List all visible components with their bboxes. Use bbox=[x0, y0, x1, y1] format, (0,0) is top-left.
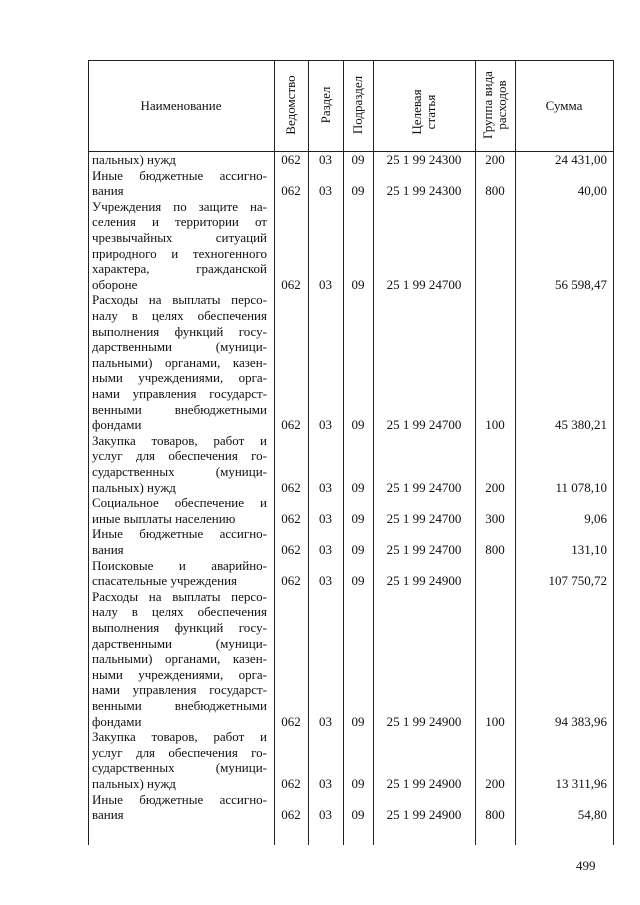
row-razdel: 03 bbox=[319, 479, 332, 495]
row-name-line: фондами bbox=[92, 713, 142, 729]
row-celevaya-statya: 25 1 99 24900 bbox=[386, 807, 462, 823]
row-razdel: 03 bbox=[319, 510, 332, 526]
row-razdel: 03 bbox=[319, 776, 332, 791]
row-name-line: характера, гражданской bbox=[92, 261, 267, 277]
row-celevaya-statya: 25 1 99 24700 bbox=[386, 510, 462, 526]
row-name-line: Закупка товаров, работ и bbox=[92, 432, 267, 448]
row-name bbox=[92, 589, 267, 729]
row-celevaya-statya: 25 1 99 24900 bbox=[386, 776, 462, 791]
row-name-line: селения и территории от bbox=[92, 214, 267, 230]
row-summa: 54,80 bbox=[577, 807, 607, 823]
row-vedomstvo: 062 bbox=[281, 510, 301, 526]
row-name-line: пальными) органами, казен- bbox=[92, 651, 267, 667]
row-name-line: Иные бюджетные ассигно- bbox=[92, 791, 267, 807]
row-podrazdel: 09 bbox=[351, 807, 365, 823]
row-gruppa: 200 bbox=[485, 776, 505, 791]
header-celevaya-line2: статья bbox=[423, 94, 438, 130]
row-name bbox=[92, 495, 267, 526]
row-summa: 94 383,96 bbox=[555, 713, 607, 729]
row-razdel: 03 bbox=[319, 542, 332, 557]
row-gruppa: 800 bbox=[485, 183, 505, 199]
row-name bbox=[92, 729, 267, 791]
row-summa: 131,10 bbox=[571, 542, 607, 557]
row-name-line: пальными) органами, казен- bbox=[92, 354, 267, 370]
table-right-border bbox=[613, 60, 614, 845]
header-summa: Сумма bbox=[545, 98, 583, 113]
row-vedomstvo: 062 bbox=[281, 152, 301, 167]
row-name bbox=[92, 558, 267, 589]
row-celevaya-statya: 25 1 99 24300 bbox=[386, 152, 462, 167]
row-razdel: 03 bbox=[319, 417, 332, 433]
row-name-line: пальных) нужд bbox=[92, 775, 176, 791]
row-name-line: венными внебюджетными bbox=[92, 697, 267, 713]
row-podrazdel: 09 bbox=[351, 573, 365, 589]
row-name bbox=[92, 292, 267, 432]
table-left-border bbox=[88, 60, 89, 845]
row-podrazdel: 09 bbox=[351, 183, 365, 199]
row-podrazdel: 09 bbox=[351, 776, 365, 791]
row-name-line: Закупка товаров, работ и bbox=[92, 729, 267, 745]
row-name-line: ными учреждениями, орга- bbox=[92, 370, 267, 386]
row-razdel: 03 bbox=[319, 276, 332, 292]
row-summa: 45 380,21 bbox=[555, 417, 607, 433]
row-vedomstvo: 062 bbox=[281, 417, 301, 433]
row-name-line: Иные бюджетные ассигно- bbox=[92, 167, 267, 183]
row-name-line: ными учреждениями, орга- bbox=[92, 666, 267, 682]
row-podrazdel: 09 bbox=[351, 276, 365, 292]
row-name-line: вания bbox=[92, 541, 124, 557]
row-name-line: Учреждения по защите на- bbox=[92, 198, 267, 214]
header-celevaya-statya bbox=[410, 72, 438, 152]
row-celevaya-statya: 25 1 99 24700 bbox=[386, 479, 462, 495]
row-gruppa: 200 bbox=[485, 152, 505, 167]
row-name-line: спасательные учреждения bbox=[92, 573, 238, 589]
row-podrazdel: 09 bbox=[351, 417, 365, 433]
row-name bbox=[92, 792, 267, 823]
row-vedomstvo: 062 bbox=[281, 479, 301, 495]
page-number: 499 bbox=[576, 858, 596, 873]
row-name-line: дарственными (муници- bbox=[92, 635, 267, 651]
row-name-line: выполнения функций госу- bbox=[92, 619, 267, 635]
row-podrazdel: 09 bbox=[351, 479, 365, 495]
row-celevaya-statya: 25 1 99 24900 bbox=[386, 573, 462, 589]
row-name bbox=[92, 433, 267, 495]
row-summa: 11 078,10 bbox=[555, 479, 607, 495]
row-gruppa: 100 bbox=[485, 417, 505, 433]
header-name: Наименование bbox=[140, 98, 222, 113]
row-name-line: нами управления государст- bbox=[92, 682, 267, 698]
row-summa: 9,06 bbox=[584, 510, 607, 526]
row-name-line: вания bbox=[92, 183, 124, 199]
header-celevaya-line1: Целевая bbox=[409, 89, 424, 135]
row-vedomstvo: 062 bbox=[281, 573, 301, 589]
row-name-line: Социальное обеспечение и bbox=[92, 495, 267, 511]
row-podrazdel: 09 bbox=[351, 152, 365, 167]
row-razdel: 03 bbox=[319, 807, 332, 823]
row-name-line: Расходы на выплаты персо- bbox=[92, 292, 267, 308]
row-name-line: обороне bbox=[92, 276, 138, 292]
row-summa: 40,00 bbox=[577, 183, 607, 199]
row-razdel: 03 bbox=[319, 573, 332, 589]
row-gruppa: 300 bbox=[485, 510, 505, 526]
row-vedomstvo: 062 bbox=[281, 276, 301, 292]
row-name-line: услуг для обеспечения го- bbox=[92, 744, 267, 760]
row-celevaya-statya: 25 1 99 24700 bbox=[386, 417, 462, 433]
row-name-line: иные выплаты населению bbox=[92, 510, 236, 526]
row-name bbox=[92, 152, 267, 168]
row-name-line: налу в целях обеспечения bbox=[92, 307, 267, 323]
row-celevaya-statya: 25 1 99 24700 bbox=[386, 276, 462, 292]
row-name-line: венными внебюджетными bbox=[92, 401, 267, 417]
row-podrazdel: 09 bbox=[351, 713, 365, 729]
row-name-line: сударственных (муници- bbox=[92, 760, 267, 776]
row-gruppa: 200 bbox=[485, 479, 505, 495]
row-name-line: пальных) нужд bbox=[92, 479, 176, 495]
row-name-line: пальных) нужд bbox=[92, 152, 176, 167]
row-vedomstvo: 062 bbox=[281, 807, 301, 823]
row-celevaya-statya: 25 1 99 24900 bbox=[386, 713, 462, 729]
row-name-line: нами управления государст- bbox=[92, 385, 267, 401]
row-vedomstvo: 062 bbox=[281, 183, 301, 199]
row-name-line: Поисковые и аварийно- bbox=[92, 557, 267, 573]
row-celevaya-statya: 25 1 99 24300 bbox=[386, 183, 462, 199]
header-gruppa-line2: расходов bbox=[494, 80, 509, 130]
row-summa: 24 431,00 bbox=[555, 152, 607, 167]
row-gruppa: 800 bbox=[485, 542, 505, 557]
row-name-line: дарственными (муници- bbox=[92, 339, 267, 355]
header-vedomstvo: Ведомство bbox=[283, 75, 298, 135]
row-razdel: 03 bbox=[319, 183, 332, 199]
row-vedomstvo: 062 bbox=[281, 713, 301, 729]
row-razdel: 03 bbox=[319, 152, 332, 167]
row-name-line: Иные бюджетные ассигно- bbox=[92, 526, 267, 542]
row-podrazdel: 09 bbox=[351, 542, 365, 557]
row-name bbox=[92, 526, 267, 557]
row-name-line: вания bbox=[92, 807, 124, 823]
row-name-line: налу в целях обеспечения bbox=[92, 604, 267, 620]
row-summa: 107 750,72 bbox=[548, 573, 607, 589]
row-name-line: сударственных (муници- bbox=[92, 463, 267, 479]
row-vedomstvo: 062 bbox=[281, 542, 301, 557]
row-name-line: фондами bbox=[92, 417, 142, 433]
row-name-line: природного и техногенного bbox=[92, 245, 267, 261]
row-vedomstvo: 062 bbox=[281, 776, 301, 791]
row-razdel: 03 bbox=[319, 713, 332, 729]
row-gruppa: 800 bbox=[485, 807, 505, 823]
row-summa: 56 598,47 bbox=[555, 276, 607, 292]
header-razdel: Раздел bbox=[318, 86, 333, 124]
row-summa: 13 311,96 bbox=[555, 776, 607, 791]
row-name bbox=[92, 199, 267, 293]
row-celevaya-statya: 25 1 99 24700 bbox=[386, 542, 462, 557]
header-gruppa-line1: Группа вида bbox=[480, 71, 495, 139]
row-name-line: Расходы на выплаты персо- bbox=[92, 588, 267, 604]
row-gruppa: 100 bbox=[485, 713, 505, 729]
row-name-line: чрезвычайных ситуаций bbox=[92, 229, 267, 245]
header-gruppa-vida-rashodov bbox=[481, 59, 509, 151]
row-name bbox=[92, 168, 267, 199]
row-podrazdel: 09 bbox=[351, 510, 365, 526]
row-name-line: выполнения функций госу- bbox=[92, 323, 267, 339]
header-podrazdel: Подраздел bbox=[350, 75, 365, 135]
row-name-line: услуг для обеспечения го- bbox=[92, 448, 267, 464]
